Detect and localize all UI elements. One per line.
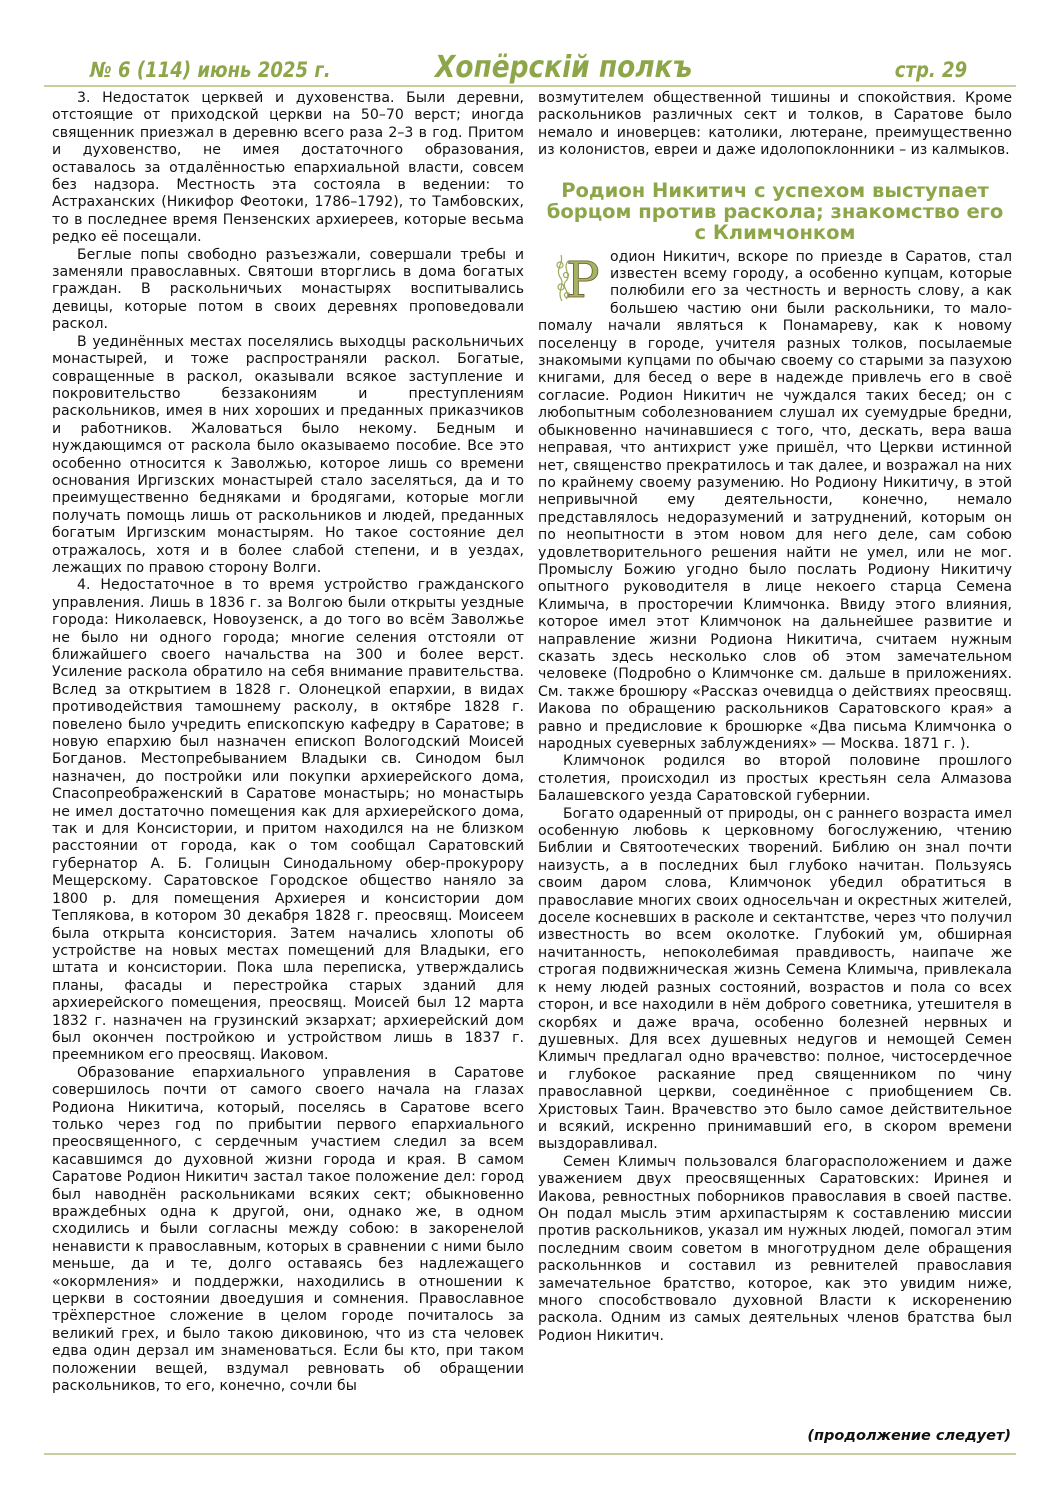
issue-info: № 6 (114) июнь 2025 г.	[90, 58, 331, 82]
paragraph: 4. Недостаточное в то время устройство гражданского управления. Лишь в 1836 г. за Волгою были открыты уездные города: Николаевск, Новоузенск, а до того во всём Заволжье не было ни одного города; многие селения отстояли от ближайшего своего начальства на 300 и более верст. Усиление раскола обратило на себя внимание правительства. Вслед за открытием в 1828 г. Олонецкой епархии, в видах противодействия тамошнему расколу, в октябре 1828 г. повелено было учредить епископскую кафедру в Саратове; в новую епархию был назначен епископ Вологодский Моисей Богданов. Местопребыванием Владыки св. Синодом был назначен, до постройки или покупки архиерейского дома, Спасопреображенский в Саратове монастырь; но монастырь не имел достаточно помещения как для архиерейского дома, так и для Консистории, и притом находился на не близком расстоянии от города, как о том сообщал Саратовский губернатор А. Б. Голицын Синодальному обер-прокурору Мещерскому. Саратовское Городское общество наняло за 1800 р. для помещения Архиерея и консистории дом Теплякова, в котором 30 декабря 1828 г. преосвящ. Моисеем была открыта консистория. Затем начались хлопоты об устройстве на новых местах помещений для Владыки, его штата и консистории. Пока шла переписка, утверждались планы, фасады и перестройка старых зданий для архиерейского помещения, преосвящ. Моисей был 12 марта 1832 г. назначен на грузинский экзархат; архиерейский дом был окончен постройкою и устройством лишь в 1837 г. преемником его преосвящ. Иаковом.	[52, 577, 524, 1064]
publication-title: Хопёрскій полкъ	[435, 50, 693, 85]
paragraph: Беглые попы свободно разъезжали, совершали требы и заменяли православных. Святоши вторглись в дома богатых граждан. В раскольничьих монастырях воспитывались девицы, которые потом в своих деревнях проповедовали раскол.	[52, 246, 524, 333]
lead-paragraph-text: одион Никитич, вскоре по приезде в Саратов, стал известен всему городу, а особенно купцам, которые полюбили его за честность и верность слову, а как большею частию они были раскольники, то мало-помалу начали являться к Понамареву, как к новому поселенцу в городе, учителя разных толков, посылаемые знакомыми купцами по обычаю своему со старыми за пазухою книгами, для бесед о вере в надежде привлечь его в своё согласие. Родион Никитич не чуждался таких бесед; он с любопытным соболезнованием слушал их суемудрые бредни, обыкновенно начинавшиеся с того, что, дескать, вера ваша неправая, что антихрист уже пришёл, что Церкви истинной нет, священство прекратилось и так далее, и возражал на них по крайнему своему разумению. Но Родиону Никитичу, в этой непривычной ему деятельности, конечно, немало представлялось недоразумений и затруднений, которым он по неопытности в этом новом для него деле, сам собою удовлетворительного решения найти не умел, или не мог. Промыслу Божию угодно было послать Родиону Никитичу опытного руководителя в лице некоего старца Семена Климыча, в просторечии Климчонка. Ввиду этого влияния, которое имел этот Климчонок на дальнейшее развитие и направление жизни Родиона Никитича, считаем нужным сказать здесь несколько слов об этом замечательном человеке (Подробно о Климчонке см. дальше в приложениях. См. также брошюру «Рассказ очевидца о действиях преосвящ. Иакова по обращению раскольников Саратовского края» а равно и предисловие к брошюрке «Два письма Климчонка о народных суеверных заблуждениях» — Москва. 1871 г. ).	[538, 248, 1012, 752]
ornamental-initial-icon	[552, 251, 602, 305]
continued-paragraph: возмутителем общественной тишины и спокойствия. Кроме раскольников различных сект и толков, в Саратове было немало и иноверцев: католики, лютеране, преимущественно из колонистов, евреи и даже идолопоклонники – из калмыков.	[538, 90, 1012, 159]
header-divider	[44, 85, 1016, 87]
dropcap-letter: Р	[566, 250, 600, 305]
page-number: стр. 29	[894, 58, 967, 82]
paragraph: Семен Климыч пользовался благорасположением и даже уважением двух преосвященных Саратовских: Иринея и Иакова, ревностных поборников православия в своей пастве. Он подал мысль этим архипастырям к составлению миссии против раскольников, указал им нужных людей, помогал этим последним своим советом в многотрудном деле обращения раскольннков и составил из ревнителей православия замечательное братство, которое, как это увидим ниже, много способствовало духовной Власти к искоренению раскола. Одним из самых деятельных членов братства был Родион Никитич.	[538, 1153, 1012, 1344]
continued-note: (продолжение следует)	[807, 1428, 1011, 1444]
paragraph: Образование епархиального управления в Саратове совершилось почти от самого своего начала на глазах Родиона Никитича, который, поселясь в Саратове всего только через год по прибытии первого епархиального преосвященного, с сердечным участием следил за всем касавшимся до духовной жизни города и края. В самом Саратове Родион Никитич застал такое положение дел: город был наводнён раскольниками всяких сект; обыкновенно враждебных одна к другой, они, однако же, в одном сходились и были согласны между собою: в закоренелой ненависти к православным, которых в сравнении с ними было меньше, да и те, долго оставаясь без надлежащего «окормления» и поддержки, находились в отношении к церкви в состоянии двоедушия и сомнения. Православное трёхперстное сложение в целом городе почиталось за великий грех, и было такою диковиною, что из ста человек едва один дерзал им знаменоваться. Если бы кто, при таком положении вещей, вздумал ревновать об обращении раскольников, то его, конечно, сочли бы	[52, 1064, 524, 1395]
footer-divider	[44, 1453, 1016, 1455]
page-header	[45, 46, 1015, 84]
left-column	[52, 90, 524, 1395]
paragraph: Богато одаренный от природы, он с раннего возраста имел особенную любовь к церковному богослужению, чтению Библии и Святоотеческих творений. Библию он знал почти наизусть, а в последних был глубоко начитан. Пользуясь своим даром слова, Климчонок убедил обратиться в православие многих своих односельчан и окрестных жителей, доселе косневших в расколе и сектантстве, через что получил известность во всем околотке. Глубокий ум, обширная начитанность, непоколебимая правдивость, наипаче же строгая подвижническая жизнь Семена Климыча, привлекала к нему людей разных состояний, возрастов и пола со всех сторон, и все находили в нём доброго советника, утешителя в скорбях и даже врача, особенно болезней нервных и душевных. Для всех душевных недугов и немощей Семен Климыч предлагал одно врачевство: полное, чистосердечное и глубокое раскаяние пред священником по чину православной церкви, соединённое с приобщением Св. Христовых Таин. Врачевство это было самое действительное и всякий, искренно принимавший его, в скором времени выздоравливал.	[538, 805, 1012, 1153]
article-heading: Родион Никитич с успехом выступает борцом против раскола; знакомство его с Климчонком	[546, 178, 1004, 244]
right-column	[538, 90, 1012, 1345]
lead-paragraph	[538, 249, 1012, 754]
paragraph: В уединённых местах поселялись выходцы раскольничьих монастырей, и тоже распространяли раскол. Богатые, совращенные в раскол, оказывали всякое заступление и покровительство беззакониям и преступлениям раскольников, имея в них хороших и преданных приказчиков и работников. Жаловаться было некому. Бедным и нуждающимся от раскола было оказываемо пособие. Все это особенно относится к Заволжью, которое лишь со времени основания Иргизских монастырей стало заселяться, да и то преимущественно бедняками и бродягами, которые могли получать помощь лишь от раскольников и людей, преданных богатым Иргизским монастырям. Но такое состояние дел отражалось, хотя и в более слабой степени, и в уездах, лежащих по правою сторону Волги.	[52, 333, 524, 576]
paragraph: Климчонок родился во второй половине прошлого столетия, происходил из простых крестьян села Алмазова Балашевского уезда Саратовской губернии.	[538, 753, 1012, 805]
paragraph: 3. Недостаток церквей и духовенства. Были деревни, отстоящие от приходской церкви на 50–70 верст; иногда священник приезжал в деревню всего раза 2–3 в год. Притом и духовенство, не имея достаточного образования, оставалось за отдалённостью епархиальной власти, совсем без надзора. Местность эта состояла в ведении: то Астраханских (Никифор Феотоки, 1786–1792), то Тамбовских, то в последнее время Пензенских архиереев, которые весьма редко её посещали.	[52, 90, 524, 246]
